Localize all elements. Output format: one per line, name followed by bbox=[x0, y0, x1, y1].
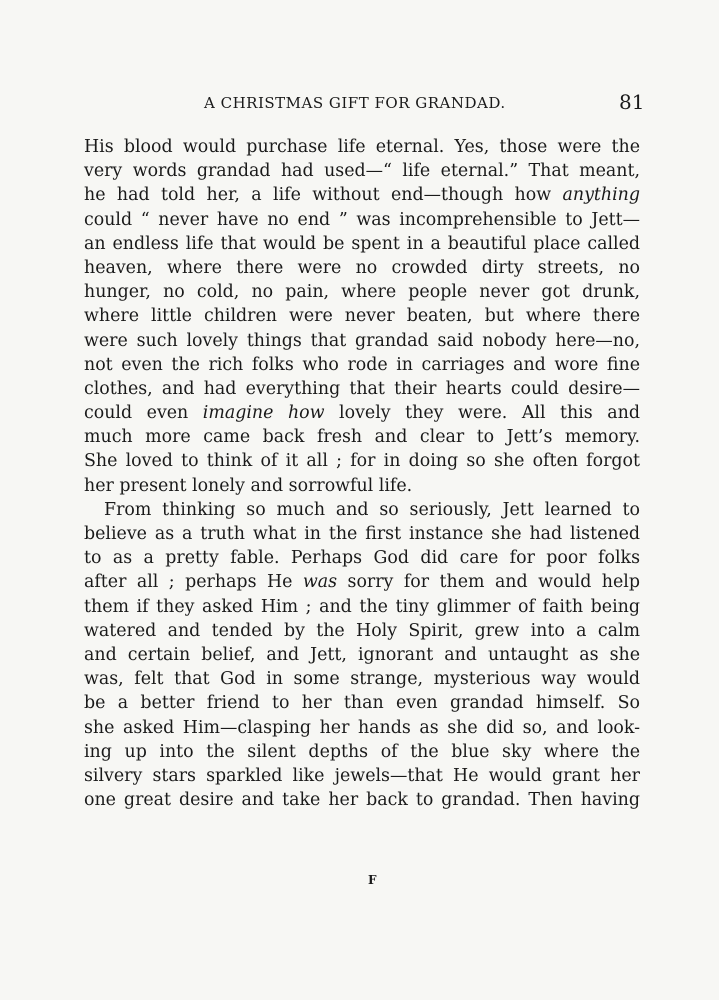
text-segment: silvery stars sparkled like jewels—that He would grant her bbox=[84, 765, 640, 786]
text-segment: were such lovely things that grandad said nobody here—no, bbox=[84, 330, 640, 351]
text-line bbox=[84, 570, 640, 594]
text-line bbox=[84, 377, 640, 401]
text-segment: very words grandad had used—“ life eternal.” That meant, bbox=[84, 161, 640, 182]
text-line bbox=[84, 159, 640, 183]
text-segment: His blood would purchase life eternal. Yes, those were the bbox=[84, 137, 640, 157]
text-segment: She loved to think of it all ; for in doing so she often forgot bbox=[84, 451, 640, 472]
text-segment: after all ; perhaps He bbox=[84, 572, 303, 593]
text-segment: clothes, and had everything that their hearts could desire— bbox=[84, 378, 640, 399]
text-segment: them if they asked Him ; and the tiny glimmer of faith being bbox=[84, 596, 640, 617]
text-line bbox=[84, 353, 640, 377]
text-segment: to as a pretty fable. Perhaps God did care for poor folks bbox=[84, 548, 640, 569]
text-line bbox=[84, 498, 640, 522]
text-line bbox=[84, 232, 640, 256]
text-line bbox=[84, 449, 640, 473]
page-number: 81 bbox=[619, 90, 645, 114]
text-line bbox=[84, 280, 640, 304]
text-line bbox=[84, 474, 640, 498]
signature-mark: F bbox=[368, 873, 377, 887]
text-line bbox=[84, 619, 640, 643]
text-segment: be a better friend to her than even grandad himself. So bbox=[84, 693, 640, 714]
text-segment: could “ never have no end ” was incomprehensible to Jett— bbox=[84, 209, 640, 230]
text-line bbox=[84, 667, 640, 691]
text-segment: hunger, no cold, no pain, where people never got drunk, bbox=[84, 282, 640, 303]
text-line bbox=[84, 740, 640, 764]
text-segment: and certain belief, and Jett, ignorant and untaught as she bbox=[84, 644, 640, 665]
text-segment: much more came back fresh and clear to Jett’s memory. bbox=[84, 427, 640, 448]
running-head bbox=[0, 92, 719, 118]
text-segment: one great desire and take her back to grandad. Then having bbox=[84, 790, 640, 811]
text-line bbox=[84, 643, 640, 667]
italic-text: imagine how bbox=[202, 403, 325, 424]
text-segment: she asked Him—clasping her hands as she did so, and look- bbox=[84, 717, 640, 738]
text-segment: ing up into the silent depths of the blue sky where the bbox=[84, 741, 640, 762]
text-segment: was, felt that God in some strange, mysterious way would bbox=[84, 669, 640, 690]
text-line bbox=[84, 788, 640, 812]
text-line bbox=[84, 135, 640, 159]
text-segment: watered and tended by the Holy Spirit, grew into a calm bbox=[84, 620, 640, 641]
text-line bbox=[84, 546, 640, 570]
text-line bbox=[84, 329, 640, 353]
text-segment: believe as a truth what in the first instance she had listened bbox=[84, 524, 640, 544]
text-segment: From thinking so much and so seriously, Jett learned to bbox=[104, 499, 640, 520]
text-line bbox=[84, 522, 640, 546]
text-line bbox=[84, 691, 640, 715]
text-segment: where little children were never beaten, but where there bbox=[84, 306, 640, 327]
body-text bbox=[84, 135, 640, 812]
text-line bbox=[84, 208, 640, 232]
italic-text: was bbox=[302, 572, 338, 593]
text-line bbox=[84, 401, 640, 425]
text-segment: an endless life that would be spent in a beautiful place called bbox=[84, 233, 640, 254]
text-line bbox=[84, 256, 640, 280]
text-line bbox=[84, 425, 640, 449]
text-segment: not even the rich folks who rode in carriages and wore fine bbox=[84, 354, 640, 375]
text-segment: could even bbox=[84, 403, 203, 424]
italic-text: anything bbox=[562, 185, 640, 206]
text-line bbox=[84, 304, 640, 328]
text-line bbox=[84, 716, 640, 740]
text-line bbox=[84, 183, 640, 207]
text-line bbox=[84, 595, 640, 619]
text-segment: sorry for them and would help bbox=[337, 572, 640, 593]
text-segment: her present lonely and sorrowful life. bbox=[84, 475, 413, 496]
text-line bbox=[84, 764, 640, 788]
text-segment: he had told her, a life without end—though how bbox=[84, 185, 563, 206]
text-segment: heaven, where there were no crowded dirty streets, no bbox=[84, 257, 640, 278]
text-segment: lovely they were. All this and bbox=[324, 403, 640, 424]
running-title: A CHRISTMAS GIFT FOR GRANDAD. bbox=[204, 94, 506, 112]
